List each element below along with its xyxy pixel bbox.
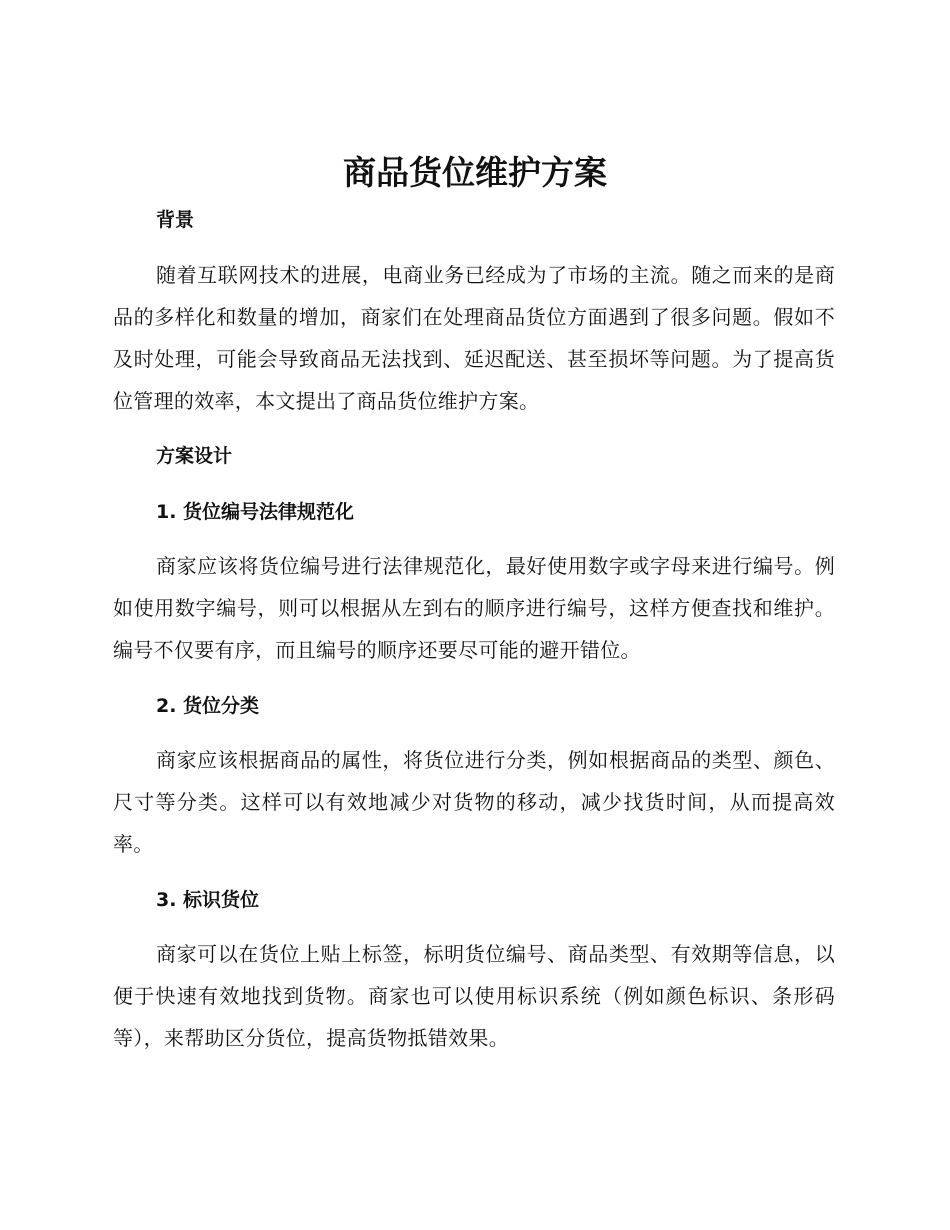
section-paragraph-background: 随着互联网技术的进展，电商业务已经成为了市场的主流。随之而来的是商品的多样化和数量的增加，商家们在处理商品货位方面遇到了很多问题。假如不及时处理，可能会导致商品无法找到、延迟配送、甚至损坏等问题。为了提高货位管理的效率，本文提出了商品货位维护方案。 xyxy=(113,263,835,413)
section-heading-labeling: 3. 标识货位 xyxy=(156,889,260,911)
section-heading-classification: 2. 货位分类 xyxy=(156,695,260,717)
section-heading-design: 方案设计 xyxy=(156,445,233,467)
section-paragraph-numbering: 商家应该将货位编号进行法律规范化，最好使用数字或字母来进行编号。例如使用数字编号，则可以根据从左到右的顺序进行编号，这样方便查找和维护。编号不仅要有序，而且编号的顺序还要尽可能的避开错位。 xyxy=(113,554,835,662)
section-paragraph-labeling: 商家可以在货位上贴上标签，标明货位编号、商品类型、有效期等信息，以便于快速有效地找到货物。商家也可以使用标识系统（例如颜色标识、条形码等），来帮助区分货位，提高货物抵错效果。 xyxy=(113,942,835,1050)
document-title: 商品货位维护方案 xyxy=(343,153,607,192)
section-paragraph-classification: 商家应该根据商品的属性，将货位进行分类，例如根据商品的类型、颜色、尺寸等分类。这样可以有效地减少对货物的移动，减少找货时间，从而提高效率。 xyxy=(113,748,835,856)
section-heading-numbering: 1. 货位编号法律规范化 xyxy=(156,501,355,523)
section-heading-background: 背景 xyxy=(156,209,195,231)
